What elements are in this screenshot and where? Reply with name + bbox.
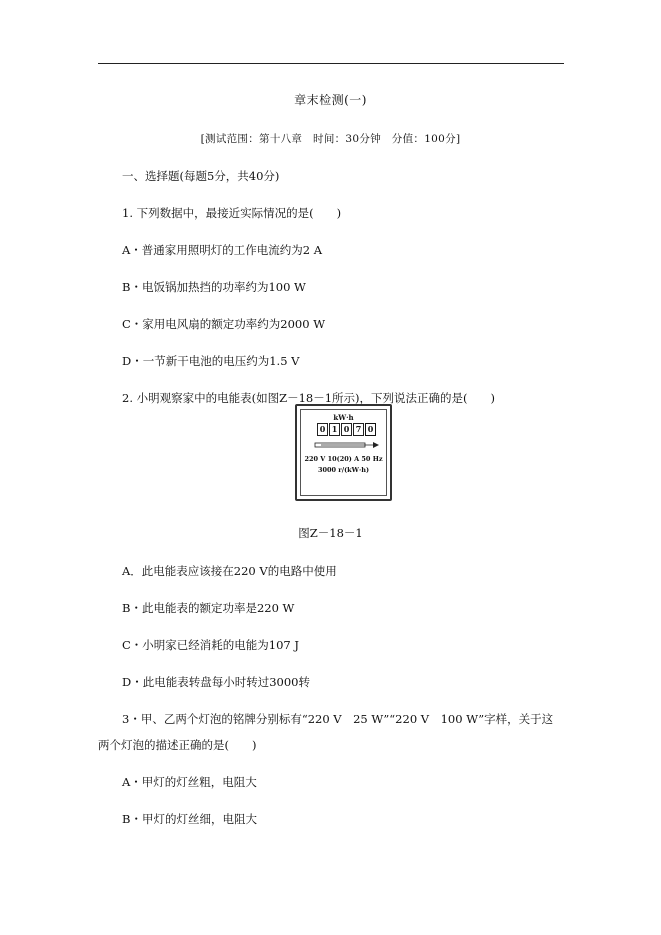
electric-meter-figure bbox=[295, 404, 392, 501]
question-1-option-d: D・一节新干电池的电压约为1.5 V bbox=[122, 354, 300, 368]
question-2-option-c: C・小明家已经消耗的电能为107 J bbox=[122, 638, 300, 652]
meter-digit: 7 bbox=[353, 423, 364, 436]
page-title: 章末检测(一) bbox=[294, 93, 367, 107]
question-1-option-b: B・电饭锅加热挡的功率约为100 W bbox=[122, 280, 306, 294]
header-rule bbox=[98, 63, 564, 64]
figure-caption: 图Z－18－1 bbox=[298, 526, 363, 540]
question-1-option-a: A・普通家用照明灯的工作电流约为2 A bbox=[122, 243, 323, 257]
meter-digit: 1 bbox=[329, 423, 340, 436]
section-heading: 一、选择题(每题5分，共40分) bbox=[122, 169, 280, 183]
question-2-option-a: A．此电能表应该接在220 V的电路中使用 bbox=[122, 564, 337, 578]
question-3-stem-line1: 3・甲、乙两个灯泡的铭牌分别标有“220 V 25 W”“220 V 100 W”字样，关于这 bbox=[122, 712, 554, 726]
meter-digits bbox=[317, 423, 377, 436]
meter-unit: kW·h bbox=[333, 413, 354, 422]
question-3-stem-line2: 两个灯泡的描述正确的是( ) bbox=[98, 738, 257, 752]
meter-spec-rating: 220 V 10(20) A 50 Hz bbox=[304, 455, 383, 463]
meter-digit-decimal: 0 bbox=[365, 423, 376, 436]
question-1-option-c: C・家用电风扇的额定功率约为2000 W bbox=[122, 317, 326, 331]
meter-disc-arrow-icon bbox=[311, 440, 381, 450]
meter-digit: 0 bbox=[317, 423, 328, 436]
test-scope: [测试范围：第十八章 时间：30分钟 分值：100分] bbox=[200, 133, 461, 145]
question-2-stem: 2. 小明观察家中的电能表(如图Z－18－1所示)，下列说法正确的是( ) bbox=[122, 391, 496, 405]
question-3-option-b: B・甲灯的灯丝细，电阻大 bbox=[122, 812, 257, 826]
question-1-stem: 1. 下列数据中，最接近实际情况的是( ) bbox=[122, 206, 342, 220]
question-2-option-b: B・此电能表的额定功率是220 W bbox=[122, 601, 295, 615]
question-2-option-d: D・此电能表转盘每小时转过3000转 bbox=[122, 675, 310, 689]
meter-digit: 0 bbox=[341, 423, 352, 436]
question-3-option-a: A・甲灯的灯丝粗，电阻大 bbox=[122, 775, 257, 789]
meter-spec-revolutions: 3000 r/(kW·h) bbox=[317, 466, 370, 474]
